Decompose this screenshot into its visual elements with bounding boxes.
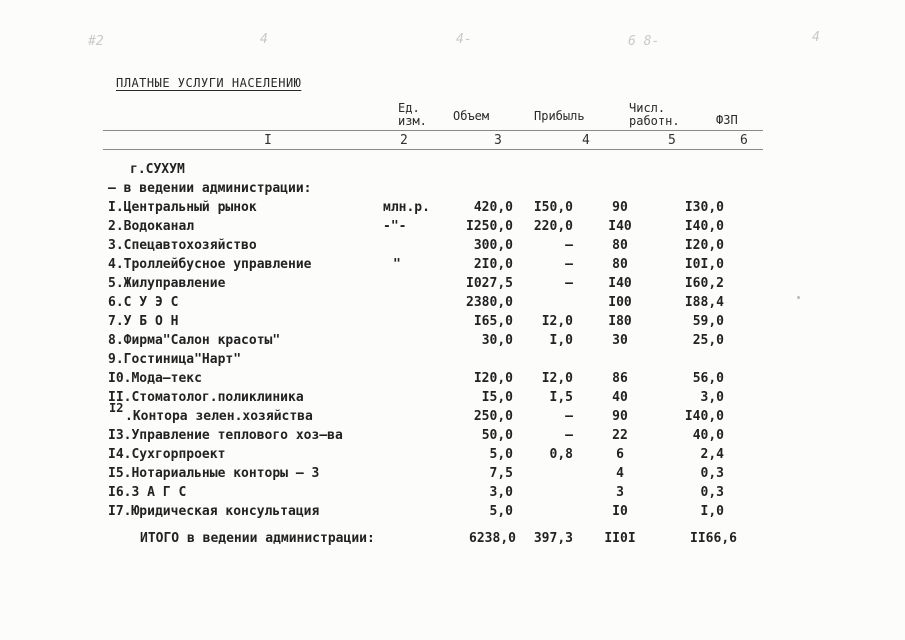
row-fzp: I40,0 xyxy=(684,219,724,234)
row-workers: I40 xyxy=(608,219,632,234)
table-row xyxy=(0,485,905,504)
row-fzp: 40,0 xyxy=(692,428,724,443)
row-unit: -"- xyxy=(383,219,407,234)
row-name: I4.Сухгорпроект xyxy=(108,447,226,462)
header-volume: Объем xyxy=(453,109,490,123)
row-fzp: I40,0 xyxy=(684,409,724,424)
row-name: 7.У Б О Н xyxy=(108,314,179,329)
row-name: I7.Юридическая консультация xyxy=(108,504,320,519)
row-fzp: I60,2 xyxy=(684,276,724,291)
row-workers: 22 xyxy=(612,428,628,443)
table-row xyxy=(0,276,905,295)
row-workers: 30 xyxy=(612,333,628,348)
row-workers: I40 xyxy=(608,276,632,291)
table-row xyxy=(0,257,905,276)
table-row xyxy=(0,504,905,523)
row-profit: I,0 xyxy=(549,333,573,348)
row-name: 2.Водоканал xyxy=(108,219,195,234)
header-workers: Числ. работн. xyxy=(629,101,680,128)
row-fzp: 0,3 xyxy=(700,466,724,481)
row-number-prefix: I2 xyxy=(109,401,124,415)
row-fzp: 56,0 xyxy=(692,371,724,386)
row-workers: 3 xyxy=(616,485,624,500)
row-volume: I20,0 xyxy=(473,371,513,386)
row-volume: 5,0 xyxy=(489,447,513,462)
row-name: 8.Фирма"Салон красоты" xyxy=(108,333,281,348)
row-volume: 30,0 xyxy=(481,333,513,348)
row-fzp: 25,0 xyxy=(692,333,724,348)
row-volume: 300,0 xyxy=(473,238,513,253)
row-workers: 90 xyxy=(612,409,628,424)
row-profit: I2,0 xyxy=(541,314,573,329)
row-workers: I00 xyxy=(608,295,632,310)
row-fzp: I20,0 xyxy=(684,238,724,253)
row-fzp: 59,0 xyxy=(692,314,724,329)
row-name: 3.Спецавтохозяйство xyxy=(108,238,257,253)
document-title: ПЛАТНЫЕ УСЛУГИ НАСЕЛЕНИЮ xyxy=(116,76,302,90)
archive-mark: 4- xyxy=(456,32,472,47)
row-profit: – xyxy=(565,238,573,253)
table-row xyxy=(0,466,905,485)
section-label: – в ведении администрации: xyxy=(108,181,312,196)
row-name: .Контора зелен.хозяйства xyxy=(125,409,313,424)
column-number: 5 xyxy=(668,133,676,148)
row-fzp: 2,4 xyxy=(700,447,724,462)
row-profit: – xyxy=(565,257,573,272)
row-fzp: I0I,0 xyxy=(684,257,724,272)
row-name: 5.Жилуправление xyxy=(108,276,226,291)
column-number: 3 xyxy=(494,133,502,148)
row-profit: 220,0 xyxy=(533,219,573,234)
row-volume: I027,5 xyxy=(466,276,513,291)
table-row xyxy=(0,219,905,238)
total-fzp: II66,6 xyxy=(690,531,737,546)
column-number: 4 xyxy=(582,133,590,148)
row-volume: 50,0 xyxy=(481,428,513,443)
total-label: ИТОГО в ведении администрации: xyxy=(140,531,375,546)
row-name: 6.С У Э С xyxy=(108,295,179,310)
row-unit: млн.р. xyxy=(383,200,430,215)
table-row xyxy=(0,314,905,333)
row-workers: 40 xyxy=(612,390,628,405)
archive-mark: 4 xyxy=(812,30,820,45)
row-profit: – xyxy=(565,428,573,443)
table-row xyxy=(0,428,905,447)
row-volume: 5,0 xyxy=(489,504,513,519)
row-name: 4.Троллейбусное управление xyxy=(108,257,312,272)
row-volume: 3,0 xyxy=(489,485,513,500)
row-volume: 2380,0 xyxy=(466,295,513,310)
row-name: I0.Мода–текс xyxy=(108,371,202,386)
row-name: II.Стоматолог.поликлиника xyxy=(108,390,304,405)
table-row xyxy=(0,333,905,352)
row-volume: 420,0 xyxy=(473,200,513,215)
row-workers: I0 xyxy=(612,504,628,519)
row-name: I.Центральный рынок xyxy=(108,200,257,215)
row-workers: 80 xyxy=(612,257,628,272)
table-row xyxy=(0,295,905,314)
column-number: 2 xyxy=(400,133,408,148)
total-profit: 397,3 xyxy=(533,531,573,546)
row-workers: 6 xyxy=(616,447,624,462)
row-volume: I250,0 xyxy=(466,219,513,234)
row-unit: " xyxy=(393,257,401,272)
row-volume: 250,0 xyxy=(473,409,513,424)
archive-mark: #2 xyxy=(88,34,104,49)
row-name: I3.Управление теплового хоз–ва xyxy=(108,428,343,443)
scan-speck xyxy=(797,296,800,299)
row-workers: 86 xyxy=(612,371,628,386)
table-row xyxy=(0,371,905,390)
row-workers: I80 xyxy=(608,314,632,329)
row-fzp: 3,0 xyxy=(700,390,724,405)
row-profit: I2,0 xyxy=(541,371,573,386)
row-profit: 0,8 xyxy=(549,447,573,462)
table-row xyxy=(0,447,905,466)
row-profit: I50,0 xyxy=(533,200,573,215)
archive-mark: 6 8- xyxy=(628,34,660,49)
row-fzp: I88,4 xyxy=(684,295,724,310)
row-name: I6.З А Г С xyxy=(108,485,187,500)
table-row xyxy=(0,352,905,371)
row-fzp: 0,3 xyxy=(700,485,724,500)
city-row xyxy=(0,162,905,181)
row-profit: I,5 xyxy=(549,390,573,405)
row-workers: 4 xyxy=(616,466,624,481)
header-rule-bottom xyxy=(103,149,763,150)
total-row xyxy=(0,531,905,550)
row-workers: 90 xyxy=(612,200,628,215)
row-fzp: I,0 xyxy=(700,504,724,519)
header-rule-top xyxy=(103,130,763,131)
column-number: I xyxy=(264,133,272,148)
header-fzp: ФЗП xyxy=(716,113,738,127)
row-volume: 2I0,0 xyxy=(473,257,513,272)
total-workers: II0I xyxy=(604,531,636,546)
row-volume: I5,0 xyxy=(481,390,513,405)
column-number: 6 xyxy=(740,133,748,148)
row-fzp: I30,0 xyxy=(684,200,724,215)
row-volume: 7,5 xyxy=(489,466,513,481)
table-row xyxy=(0,238,905,257)
row-profit: – xyxy=(565,409,573,424)
archive-mark: 4 xyxy=(260,32,268,47)
row-name: 9.Гостиница"Нарт" xyxy=(108,352,242,367)
row-name: I5.Нотариальные конторы – 3 xyxy=(108,466,320,481)
total-volume: 6238,0 xyxy=(469,531,516,546)
city-label: г.СУХУМ xyxy=(130,162,185,177)
header-unit: Ед. изм. xyxy=(398,101,427,128)
section-row xyxy=(0,181,905,200)
table-row xyxy=(0,390,905,409)
row-profit: – xyxy=(565,276,573,291)
row-volume: I65,0 xyxy=(473,314,513,329)
row-workers: 80 xyxy=(612,238,628,253)
header-profit: Прибыль xyxy=(534,109,585,123)
table-row xyxy=(0,409,905,428)
table-row xyxy=(0,200,905,219)
